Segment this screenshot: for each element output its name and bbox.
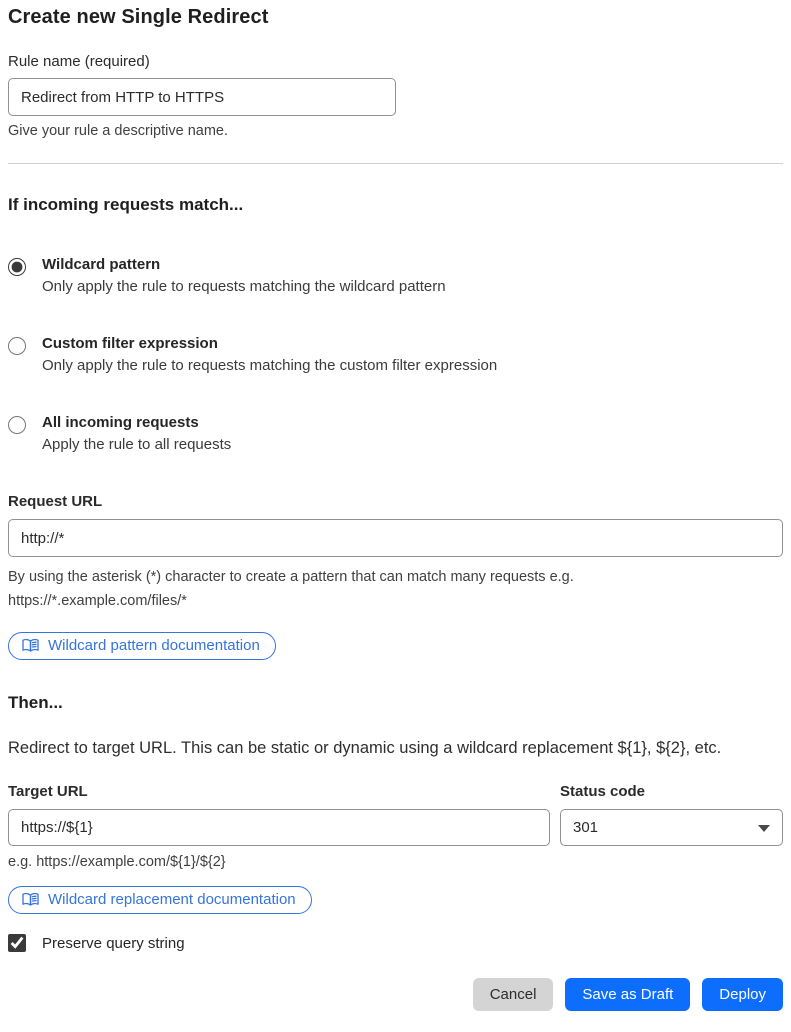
- all-requests-radio[interactable]: [8, 416, 26, 434]
- target-url-label: Target URL: [8, 783, 88, 800]
- wildcard-pattern-radio[interactable]: [8, 258, 26, 276]
- request-url-help: [8, 565, 783, 613]
- wildcard-pattern-docs-label: Wildcard pattern documentation: [48, 637, 260, 654]
- then-description: Redirect to target URL. This can be static or dynamic using a wildcard replacement ${1}, ${2}, etc.: [8, 739, 722, 757]
- wildcard-replacement-docs-button[interactable]: [8, 886, 312, 914]
- wildcard-pattern-docs-button[interactable]: [8, 632, 276, 660]
- request-url-help-line2: https://*.example.com/files/*: [8, 593, 187, 609]
- status-code-field: [560, 783, 783, 870]
- wildcard-replacement-docs-label: Wildcard replacement documentation: [48, 891, 296, 908]
- then-section-heading: Then...: [8, 693, 63, 712]
- status-code-label: Status code: [560, 783, 646, 800]
- preserve-query-checkbox[interactable]: [8, 934, 26, 952]
- target-row: [8, 783, 783, 870]
- section-divider: [8, 163, 783, 164]
- match-type-radio-group: [8, 256, 783, 453]
- footer-actions: [8, 978, 783, 1011]
- rule-name-field: [8, 53, 783, 139]
- radio-option-all-requests[interactable]: [8, 414, 783, 453]
- rule-name-input[interactable]: [8, 78, 396, 116]
- request-url-help-line1: By using the asterisk (*) character to create a pattern that can match many requests e.g.: [8, 569, 574, 585]
- all-requests-label: All incoming requests: [42, 414, 199, 431]
- rule-name-help: Give your rule a descriptive name.: [8, 123, 229, 139]
- open-book-icon: [22, 892, 39, 907]
- target-url-field: [8, 783, 550, 870]
- open-book-icon: [22, 638, 39, 653]
- cancel-button[interactable]: Cancel: [473, 978, 554, 1011]
- wildcard-pattern-description: Only apply the rule to requests matching the wildcard pattern: [42, 278, 446, 295]
- request-url-label: Request URL: [8, 493, 103, 510]
- rule-name-label: Rule name (required): [8, 53, 150, 70]
- status-code-select[interactable]: [560, 809, 783, 846]
- wildcard-pattern-label: Wildcard pattern: [42, 256, 161, 273]
- custom-filter-label: Custom filter expression: [42, 335, 218, 352]
- request-url-input[interactable]: [8, 519, 783, 557]
- all-requests-description: Apply the rule to all requests: [42, 436, 232, 453]
- deploy-button[interactable]: Deploy: [702, 978, 783, 1011]
- preserve-query-row[interactable]: [8, 934, 783, 952]
- page-title: Create new Single Redirect: [8, 6, 269, 28]
- target-url-input[interactable]: [8, 809, 550, 846]
- status-code-select-wrap: [560, 809, 783, 846]
- preserve-query-label: Preserve query string: [42, 934, 185, 952]
- radio-option-custom-filter[interactable]: [8, 335, 783, 374]
- save-as-draft-button[interactable]: Save as Draft: [565, 978, 690, 1011]
- create-redirect-form: [8, 6, 783, 1011]
- radio-option-wildcard-pattern[interactable]: [8, 256, 783, 295]
- target-url-help: e.g. https://example.com/${1}/${2}: [8, 854, 226, 870]
- custom-filter-description: Only apply the rule to requests matching the custom filter expression: [42, 357, 498, 374]
- custom-filter-radio[interactable]: [8, 337, 26, 355]
- match-section-heading: If incoming requests match...: [8, 195, 244, 214]
